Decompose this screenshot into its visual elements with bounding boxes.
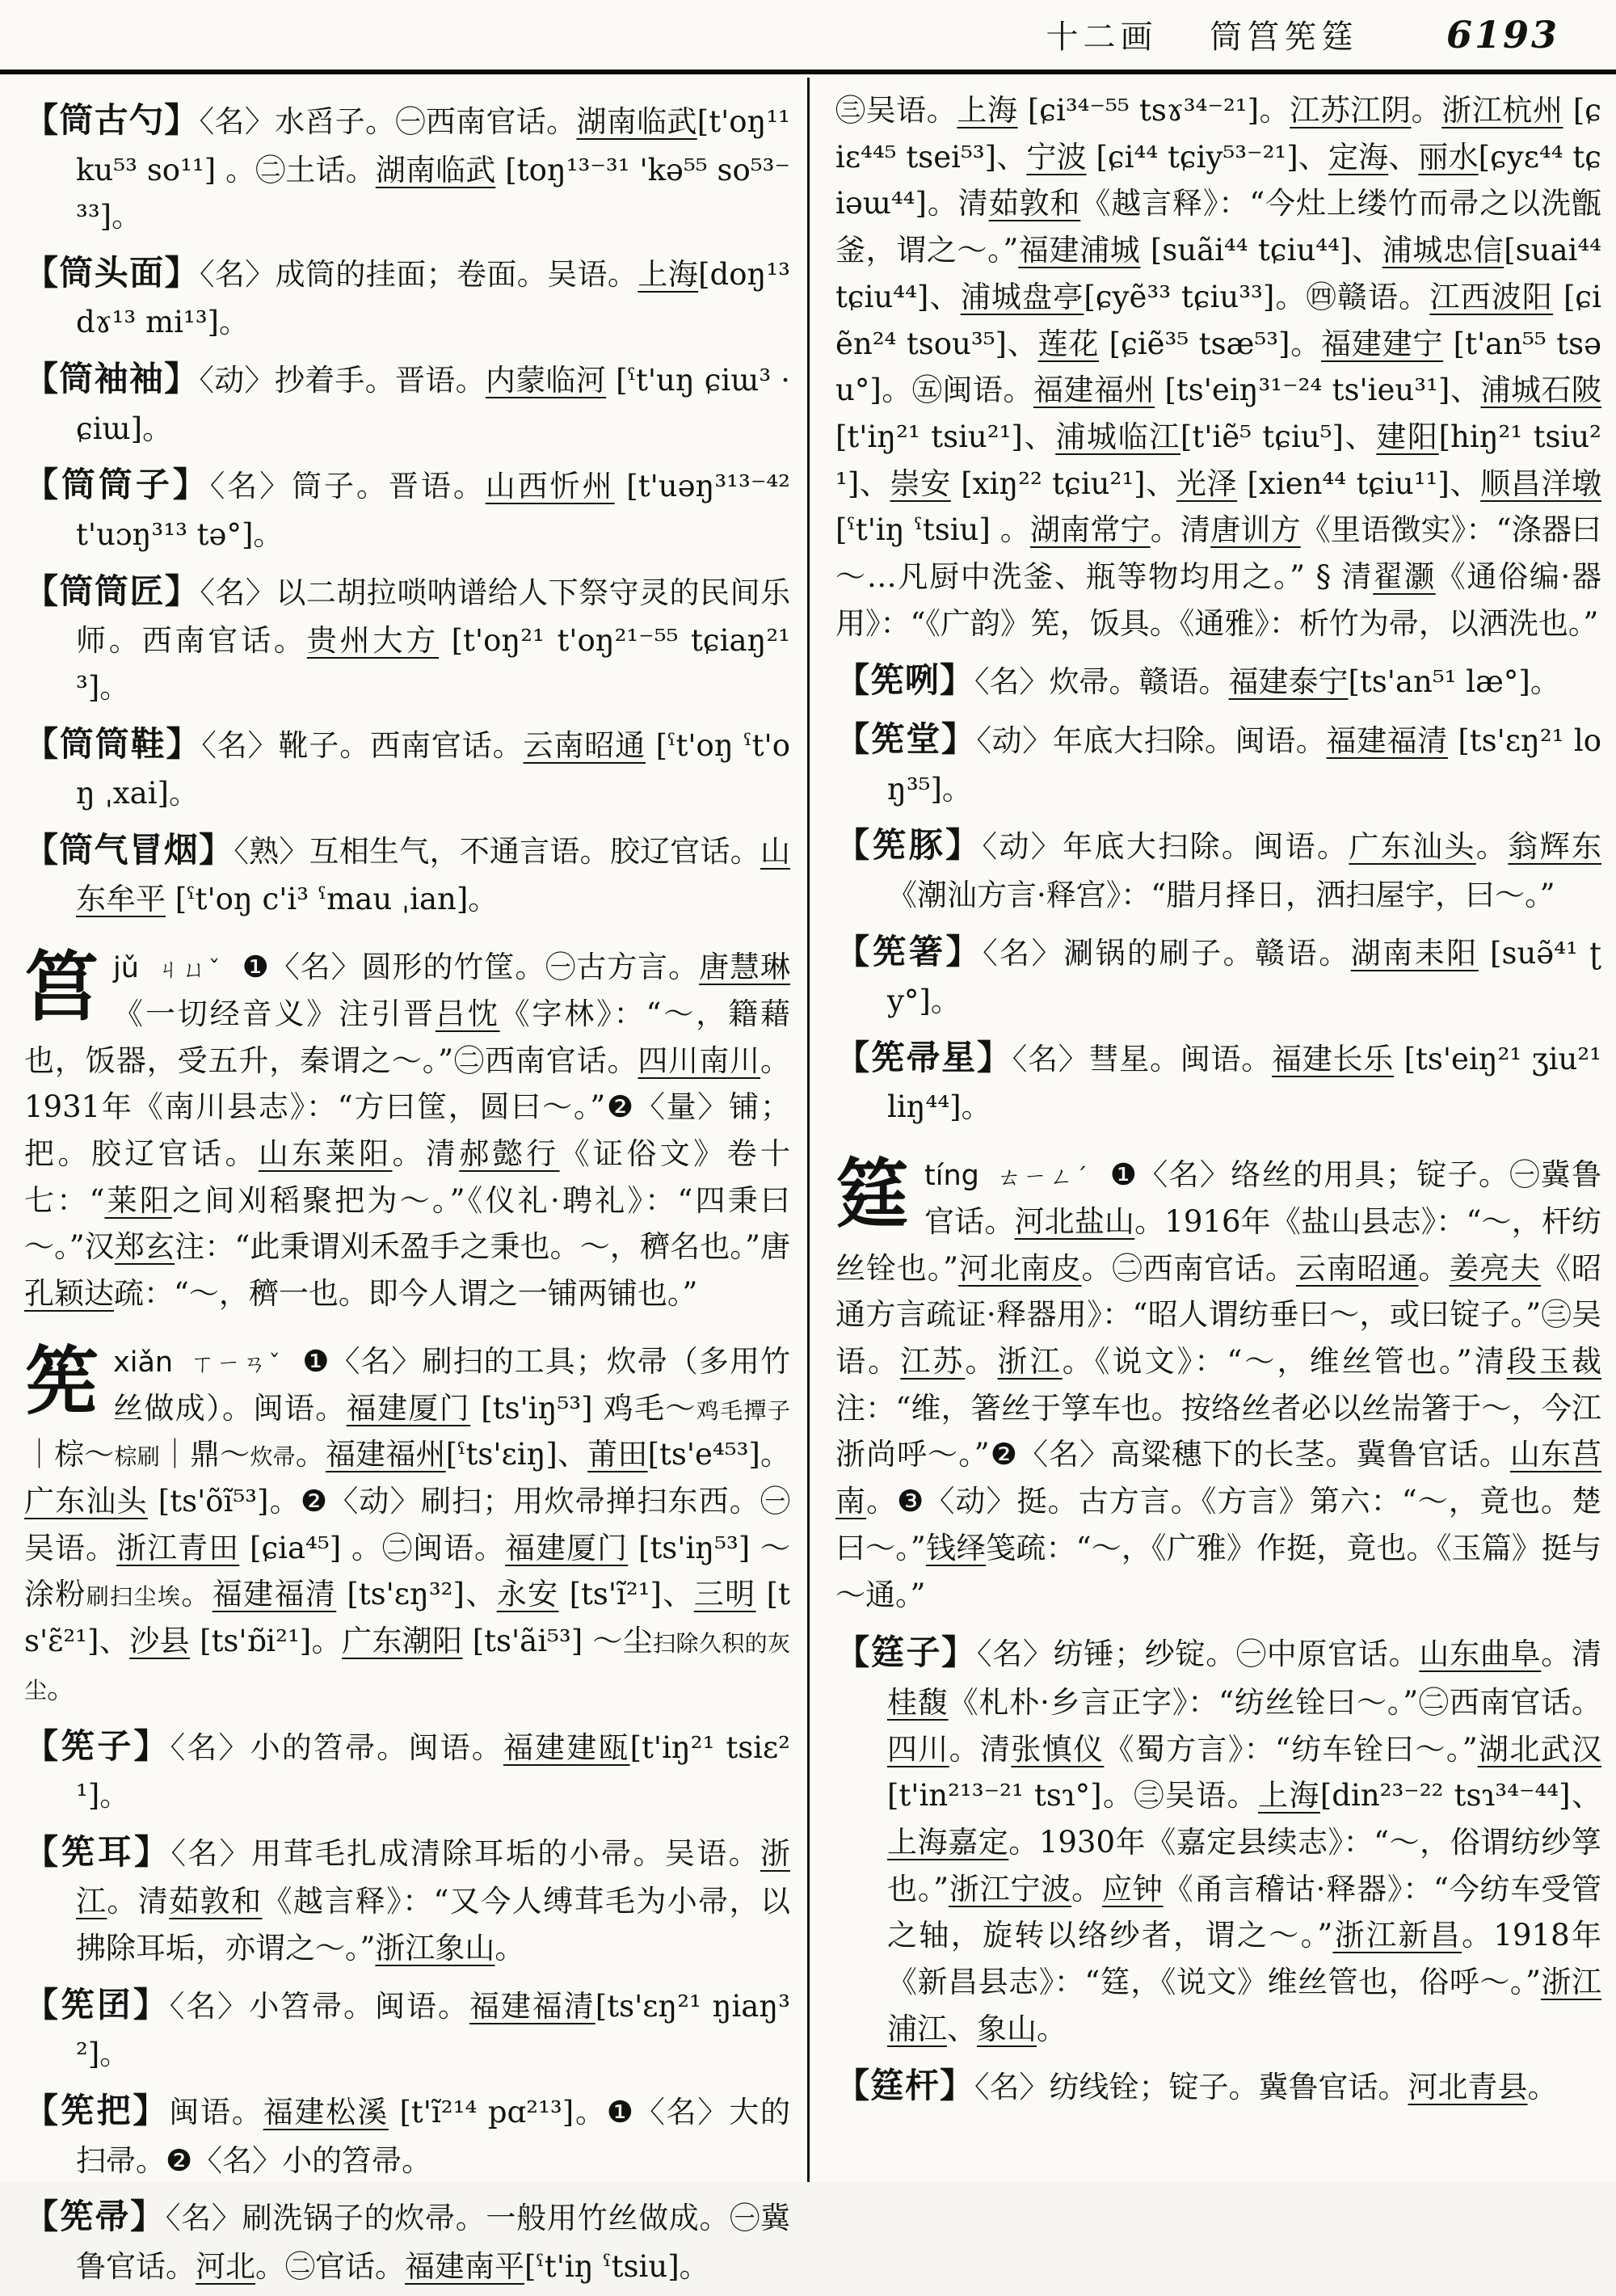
entry-text: [ts'ɛ̃²¹]、 (24, 1577, 790, 1659)
entry-text: [ˤt'iŋ ˤtsiu]。 (524, 2248, 709, 2284)
entry-headword: 【筒筒子】 (24, 465, 210, 505)
entry-text: 〈名〉用茸毛扎成清除耳垢的小帚。吴语。 (170, 1835, 760, 1871)
entry-text: 《潮汕方言·释宫》：“腊月择日，洒扫屋宇，曰～。” (887, 877, 1555, 912)
right-column (835, 87, 1601, 2118)
entry-text: [ts'ɒ̃i²¹]。 (189, 1624, 342, 1659)
proper-noun: 定海 (1328, 139, 1389, 175)
proper-noun: 浙江 (997, 1343, 1063, 1379)
proper-noun: 浙江青田 (116, 1530, 240, 1565)
entry-text: 〈动〉年底大扫除。闽语。 (976, 723, 1327, 759)
entry-text: 《越言释》：“今灶上缕竹而帚之以洗甑釜，谓之～。” (835, 186, 1601, 268)
entry-text: [ɕiɛ⁴⁴⁵ tsei⁵³]、 (835, 93, 1602, 175)
entry-text: [toŋ¹³⁻³¹ 'kə⁵⁵ so⁵³⁻³³]。 (76, 152, 790, 234)
dict-entry (835, 1626, 1601, 2052)
entry-text: [ˤt'iŋ ˤtsiu] 。 (835, 512, 1030, 548)
entry-text: [ts'ɛŋ²¹ loŋ³⁵]。 (887, 723, 1601, 807)
entry-text: 。❸〈动〉挺。古方言。《方言》第六：“～，竟也。楚曰～。” (835, 1484, 1601, 1565)
proper-noun: 广东汕头 (24, 1483, 148, 1519)
proper-noun: 山西忻州 (485, 469, 615, 504)
proper-noun: 山东莱阳 (258, 1135, 393, 1171)
entry-text: [ɕyẽ³³ tɕiu³³]。㊃赣语。 (1084, 279, 1430, 314)
entry-text: 。清 (1541, 1637, 1602, 1672)
entry-text: 注：“维，箸丝于筟车也。按络丝者必以丝耑箸于～，今江浙尚呼～。”❷〈名〉高粱穗下的长茎。冀鲁官话。 (835, 1390, 1601, 1472)
proper-noun: 莱阳 (104, 1182, 173, 1218)
entry-text: 。1918年《新昌县志》：“筳，《说文》维丝管也，俗呼～。” (887, 1918, 1601, 2000)
entry-text: ㊂吴语。 (835, 93, 957, 128)
proper-noun: 唐训方 (1210, 512, 1301, 548)
entry-text: 。 (295, 1437, 326, 1472)
entry-text: 。 (1418, 1250, 1450, 1286)
entry-headword: 【筅子】 (24, 1725, 170, 1766)
proper-noun: 象山 (977, 2011, 1037, 2046)
entry-text: ｜鼎～ (159, 1437, 250, 1472)
head-character: 筳 (835, 1151, 911, 1239)
entry-headword: 【筒袖袖】 (24, 359, 200, 399)
entry-text: 《证俗文》卷十七：“ (24, 1135, 791, 1218)
entry-text: [ˤt'uŋ ɕiɯ³ ·ɕiɯ]。 (76, 363, 790, 446)
stroke-count-section: 十二画 (1046, 19, 1158, 56)
entry-headword: 【筒筒鞋】 (24, 723, 202, 764)
entry-text: [ɕyɛ⁴⁴ tɕiəɯ⁴⁴]。清 (835, 139, 1602, 221)
header-rule (0, 70, 1616, 74)
proper-noun: 段玉裁 (1506, 1343, 1602, 1379)
entry-text: [suai⁴⁴ tɕiu⁴⁴]、 (835, 233, 1602, 314)
dict-entry (24, 2190, 790, 2290)
entry-text: ❶〈名〉刷扫的工具；炊帚（多用竹丝做成）。闽语。 (113, 1343, 791, 1426)
usage-gloss: 刷扫尘埃 (86, 1583, 182, 1611)
entry-text: 闽语。 (169, 2095, 263, 2130)
entry-text: [suãi⁴⁴ tɕiu⁴⁴]、 (1140, 233, 1382, 268)
page-number: 6193 (1446, 13, 1559, 57)
proper-noun: 浦城石陂 (1480, 373, 1602, 408)
dict-entry (24, 824, 790, 923)
entry-text: 〈熟〉互相生气，不通言语。胶辽官话。 (234, 833, 760, 869)
entry-text: 。 (47, 1670, 78, 1705)
dict-entry (24, 94, 790, 240)
entry-headword: 【筅帚】 (24, 2197, 166, 2237)
dict-entry (835, 925, 1601, 1025)
entry-text: 。 (1527, 2069, 1558, 2104)
left-column (24, 87, 790, 2296)
entry-text: 〈名〉筒子。晋语。 (209, 469, 486, 504)
usage-gloss: 炊帚 (250, 1443, 296, 1471)
entry-text: 〈动〉抄着手。晋语。 (199, 363, 486, 398)
proper-noun: 浦城临江 (1055, 419, 1180, 455)
dict-entry (24, 1978, 790, 2078)
pinyin: xiǎn (113, 1346, 183, 1379)
entry-headword: 【筳杆】 (835, 2065, 975, 2105)
dict-entry (24, 458, 790, 558)
entry-text: 。清 (1150, 512, 1211, 548)
proper-noun: 福建福清 (212, 1577, 337, 1612)
entry-text: 、 (1388, 139, 1419, 175)
proper-noun: 光泽 (1176, 466, 1238, 501)
entry-text: 〈名〉靴子。西南官话。 (201, 727, 524, 763)
entry-text: [ɕi⁴⁴ tɕiy⁵³⁻²¹]、 (1086, 139, 1328, 175)
entry-text: 〈名〉刷洗锅子的炊帚。一般用竹丝做成。㊀冀鲁官话。 (76, 2201, 790, 2284)
dict-entry (24, 1826, 790, 1972)
entry-headword: 【筒头面】 (24, 252, 200, 293)
proper-noun: 福建建瓯 (503, 1729, 630, 1765)
proper-noun: 四川 (887, 1731, 949, 1767)
proper-noun: 福建浦城 (1018, 233, 1141, 268)
entry-text: 。1931年《南川县志》：“方曰筐，圆曰～。”❷〈量〉铺；把。胶辽官话。 (24, 1043, 791, 1171)
page-header (0, 11, 1559, 57)
proper-noun: 广东汕头 (1349, 829, 1476, 865)
entry-text: 《昭通方言疏证·释器用》：“昭人谓纺垂曰～，或曰锭子。”㊂吴语。 (835, 1250, 1602, 1379)
proper-noun: 福建福州 (326, 1437, 446, 1472)
proper-noun: 崇安 (890, 466, 951, 501)
entry-text: [ts'õĩ⁵³]。❷〈动〉刷扫；用炊帚掸扫东西。㊀吴语。 (24, 1483, 791, 1565)
proper-noun: 孔颖达 (24, 1276, 114, 1312)
proper-noun: 三明 (693, 1577, 756, 1612)
head-character: 筅 (24, 1337, 99, 1425)
entry-text: [t'uəŋ³¹³⁻⁴² t'uɔŋ³¹³ tə°]。 (76, 469, 791, 552)
proper-noun: 河北盐山 (1014, 1203, 1135, 1239)
proper-noun: 河北 (196, 2248, 255, 2284)
entry-text: 。 (494, 1931, 525, 1966)
pinyin: jǔ (113, 952, 149, 985)
proper-noun: 江苏 (900, 1343, 966, 1379)
entry-text: [t'an⁵⁵ tsəu°]。㊄闽语。 (835, 326, 1601, 408)
dict-entry (24, 565, 790, 711)
proper-noun: 浙江新昌 (1332, 1918, 1462, 1953)
entry-text: [ˤt'oŋ ˤt'oŋ ˌxai]。 (76, 727, 790, 811)
proper-noun: 翟灏 (1373, 559, 1436, 595)
pinyin: tíng (924, 1160, 990, 1193)
entry-text: [ɕiẽ³⁵ tsæ⁵³]。 (1099, 326, 1322, 361)
proper-noun: 浙江象山 (375, 1931, 495, 1966)
entry-text: ｜棕～ (24, 1437, 115, 1472)
entry-text: 之间刈稻聚把为～。”《仪礼·聘礼》：“四秉曰～。”汉 (24, 1182, 791, 1265)
proper-noun: 湖北武汉 (1477, 1731, 1602, 1767)
entry-headword: 【筒筒匠】 (24, 571, 200, 611)
proper-noun: 郝懿行 (459, 1135, 560, 1171)
proper-noun: 福建福州 (1033, 373, 1155, 408)
proper-noun: 江西波阳 (1429, 279, 1554, 314)
dict-entry (24, 718, 790, 817)
entry-headword: 【筒古勺】 (24, 100, 200, 140)
zhuyin: ㄒㄧㄢˇ (191, 1349, 293, 1377)
dict-entry (835, 1031, 1601, 1131)
entry-text: 〈名〉水舀子。㊀西南官话。 (199, 104, 577, 139)
dict-entry (835, 2059, 1601, 2113)
proper-noun: 唐慧琳 (699, 950, 791, 985)
entry-text: 〈名〉成筒的挂面；卷面。吴语。 (199, 256, 638, 292)
proper-noun: 上海 (638, 256, 699, 292)
entry-headword: 【筳子】 (835, 1632, 977, 1673)
zhuyin: ㄐㄩˇ (157, 955, 233, 984)
entry-text: 〈名〉纺线铨；锭子。冀鲁官话。 (974, 2069, 1408, 2104)
entry-text: [suə̃⁴¹ ʈy°]。 (887, 935, 1602, 1019)
entry-headword: 【筅把】 (24, 2091, 170, 2130)
entry-text: 注：“此秉谓刈禾盈手之秉也。～，穧名也。”唐 (175, 1229, 791, 1265)
entry-text: [t'iŋ²¹ tsiu²¹]、 (835, 419, 1056, 455)
entry-headword: 【筅咧】 (835, 659, 975, 700)
proper-noun: 山东曲阜 (1419, 1637, 1542, 1672)
entry-text: [ts'ãi⁵³] ～尘 (462, 1624, 654, 1659)
section-head-characters: 筒筥筅筳 (1210, 19, 1359, 56)
proper-noun: 吕忱 (435, 996, 500, 1031)
continuation-paragraph (835, 87, 1601, 647)
proper-noun: 浦城盘亭 (960, 279, 1084, 314)
entry-text: 〈名〉以二胡拉唢呐谱给人下祭守灵的民间乐师。西南官话。 (76, 575, 790, 659)
entry-text: 。《说文》：“～，维丝管也。”清 (1062, 1343, 1507, 1379)
proper-noun: 四川南川 (638, 1043, 761, 1078)
proper-noun: 福建厦门 (505, 1530, 629, 1565)
dict-entry (24, 246, 790, 346)
entry-text: [ts'ĩ²¹]、 (558, 1577, 694, 1612)
proper-noun: 浙江宁波 (949, 1871, 1072, 1906)
entry-text: 《蜀方言》：“纺车铨曰～。” (1104, 1731, 1478, 1767)
entry-text: [ts'e⁴⁵³]。 (647, 1437, 791, 1472)
proper-noun: 湖南耒阳 (1350, 935, 1479, 971)
proper-noun: 河北南皮 (958, 1250, 1082, 1286)
proper-noun: 郑玄 (114, 1229, 175, 1265)
entry-text: 〈名〉小的笤帚。闽语。 (170, 1729, 503, 1765)
entry-text: [t'oŋ²¹ t'oŋ²¹⁻⁵⁵ tɕiaŋ²¹³]。 (76, 623, 791, 705)
entry-text: 《里语徴实》：“涤器曰～…凡厨中洗釜、瓶等物均用之。” § 清 (835, 512, 1602, 595)
entry-headword: 【筒气冒烟】 (24, 829, 234, 870)
entry-text: 。 (1037, 2011, 1067, 2046)
proper-noun: 建阳 (1376, 419, 1439, 455)
entry-text: [doŋ¹³ dɤ¹³ mi¹³]。 (76, 256, 790, 340)
entry-text: 《一切经音义》注引晋 (113, 996, 436, 1031)
entry-text: ❶〈名〉圆形的竹筐。㊀古方言。 (242, 950, 700, 985)
proper-noun: 内蒙临河 (485, 363, 607, 398)
entry-text: [ts'an⁵¹ læ°]。 (1348, 664, 1560, 699)
usage-gloss: 棕刷 (114, 1443, 160, 1471)
proper-noun: 湖南常宁 (1029, 512, 1151, 548)
proper-noun: 上海嘉定 (887, 1824, 1009, 1860)
entry-text: 〈名〉彗星。闽语。 (1012, 1041, 1273, 1076)
proper-noun: 江苏江阴 (1290, 93, 1412, 128)
entry-text: [ts'eiŋ³¹⁻²⁴ ts'ieu³¹]、 (1155, 373, 1481, 408)
proper-noun: 福建厦门 (346, 1390, 471, 1426)
head-character-entry (835, 1152, 1601, 1618)
proper-noun: 莲花 (1037, 326, 1100, 361)
entry-text: [t'iŋ²¹ tsiɛ²¹]。 (76, 1729, 791, 1814)
entry-text: 。 (1411, 93, 1442, 128)
proper-noun: 河北青县 (1408, 2069, 1528, 2104)
proper-noun: 湖南临武 (375, 152, 496, 187)
entry-text: [t'iẽ⁵ tɕiu⁵]、 (1180, 419, 1377, 455)
dict-entry (24, 352, 790, 452)
usage-gloss: 扫除久积的灰尘 (24, 1630, 791, 1704)
entry-text: [ɕi³⁴⁻⁵⁵ tsɤ³⁴⁻²¹]。 (1017, 93, 1290, 128)
proper-noun: 福建建宁 (1321, 326, 1444, 361)
dict-entry (24, 1720, 790, 1819)
entry-text: [t'ĩ²¹⁴ pɑ²¹³]。❶〈名〉大的扫帚。❷〈名〉小的笤帚。 (76, 2095, 791, 2178)
head-character-entry (24, 1338, 790, 1712)
entry-text: [din²³⁻²² tsɿ³⁴⁻⁴⁴]、 (1319, 1778, 1601, 1814)
dict-entry (835, 819, 1601, 918)
entry-text: 〈名〉纺锤；纱锭。㊀中原官话。 (976, 1637, 1420, 1672)
entry-text: 。1916年《盐山县志》：“～，杆纺丝铨也。” (835, 1203, 1602, 1286)
entry-text: 。 (181, 1577, 213, 1612)
proper-noun: 桂馥 (887, 1684, 949, 1720)
column-divider (807, 78, 810, 2182)
proper-noun: 丽水 (1418, 139, 1479, 175)
entry-text: 〈名〉小笤帚。闽语。 (169, 1988, 469, 2024)
proper-noun: 浦城忠信 (1382, 233, 1504, 268)
entry-text: [xiŋ²² tɕiu²¹]、 (950, 466, 1176, 501)
proper-noun: 广东潮阳 (342, 1624, 463, 1659)
entry-headword: 【筅豚】 (835, 825, 983, 866)
proper-noun: 莆田 (587, 1437, 648, 1472)
proper-noun: 上海 (1258, 1778, 1320, 1814)
proper-noun: 湖南临武 (576, 104, 697, 139)
proper-noun: 应钟 (1101, 1871, 1164, 1906)
entry-text: 《字林》：“～，籍藉也，饭器，受五升，秦谓之～。”㊁西南官话。 (24, 996, 791, 1078)
entry-text: [t'oŋ¹¹ ku⁵³ so¹¹] 。㊁土话。 (76, 104, 791, 187)
entry-text: 笺疏：“～，《广雅》作挺，竟也。《玉篇》挺与～通。” (835, 1530, 1601, 1612)
proper-noun: 福建松溪 (263, 2095, 389, 2130)
entry-text: 。 (1071, 1871, 1102, 1906)
proper-noun: 上海 (957, 93, 1018, 128)
entry-text: [ɕiẽn²⁴ tsou³⁵]、 (835, 279, 1601, 361)
proper-noun: 云南昭通 (523, 727, 646, 763)
entry-text: 疏：“～，穧一也。即今人谓之一铺两铺也。” (114, 1276, 698, 1312)
entry-text: 《甬言稽诂·释器》：“今纺车受管之轴，旋转以络纱者，谓之～。” (887, 1871, 1602, 1953)
proper-noun: 翁辉东 (1508, 829, 1602, 865)
entry-text: 〈动〉年底大扫除。闽语。 (982, 829, 1349, 865)
proper-noun: 福建长乐 (1272, 1041, 1395, 1076)
proper-noun: 宁波 (1026, 139, 1087, 175)
zhuyin: ㄊㄧㄥˊ (997, 1163, 1100, 1191)
proper-noun: 沙县 (129, 1624, 190, 1659)
entry-text: 。1930年《嘉定县续志》：“～，俗谓纺纱筟也。” (887, 1824, 1602, 1906)
entry-text: [ts'ɛŋ³²]、 (336, 1577, 497, 1612)
entry-text: [t'in²¹³⁻²¹ tsɿ°]。㊂吴语。 (887, 1778, 1259, 1814)
entry-text: [ɕia⁴⁵] 。㊁闽语。 (239, 1530, 506, 1565)
entry-text: 〈名〉涮锅的刷子。赣语。 (983, 935, 1351, 971)
entry-text: 〈名〉炊帚。赣语。 (974, 664, 1229, 699)
entry-headword: 【筅堂】 (835, 719, 977, 760)
proper-noun: 云南昭通 (1295, 1250, 1419, 1286)
proper-noun: 山东莒南 (835, 1437, 1602, 1519)
proper-noun: 福建福清 (1326, 723, 1448, 759)
proper-noun: 浙江浦江 (887, 1965, 1601, 2046)
entry-text: [xien⁴⁴ tɕiu¹¹]、 (1237, 466, 1481, 501)
entry-headword: 【筅帚星】 (835, 1037, 1012, 1077)
usage-gloss: 鸡毛撢子 (696, 1397, 791, 1424)
proper-noun: 福建南平 (405, 2248, 524, 2284)
entry-text: [ˤt'oŋ c'i³ ˤmau ˌian]。 (166, 882, 499, 917)
entry-text: 《越言释》：“又今人缚茸毛为小帚，以拂除耳垢，亦谓之～。” (76, 1884, 791, 1966)
entry-headword: 【筅囝】 (24, 1984, 170, 2024)
entry-text: 《札朴·乡言正字》：“纺丝铨曰～。”㊁西南官话。 (948, 1684, 1602, 1720)
entry-text: ❶〈名〉络丝的用具；锭子。㊀冀鲁官话。 (924, 1157, 1601, 1239)
entry-text: 。㊁官话。 (255, 2248, 405, 2284)
proper-noun: 茹敦和 (988, 186, 1081, 221)
proper-noun: 姜亮夫 (1449, 1250, 1542, 1286)
entry-text: [ts'ɛŋ²¹ ŋiaŋ³²]。 (76, 1988, 791, 2072)
entry-text: 。清 (107, 1884, 170, 1919)
entry-headword: 【筅耳】 (24, 1831, 171, 1872)
proper-noun: 永安 (496, 1577, 559, 1612)
entry-text: [ts'eiŋ²¹ ʒiu²¹ liŋ⁴⁴]。 (887, 1041, 1601, 1125)
proper-noun: 张慎仪 (1011, 1731, 1105, 1767)
entry-text: 。清 (949, 1731, 1012, 1767)
entry-text: 。㊁西南官话。 (1081, 1250, 1296, 1286)
entry-text: 。清 (392, 1135, 460, 1171)
dict-entry (835, 654, 1601, 707)
entry-text: [ts'iŋ⁵³] 鸡毛～ (470, 1390, 696, 1426)
proper-noun: 顺昌洋墩 (1480, 466, 1602, 501)
entry-text: [ˤts'ɛiŋ]、 (445, 1437, 588, 1472)
entry-text: 。 (965, 1343, 998, 1379)
proper-noun: 贵州大方 (306, 623, 440, 659)
proper-noun: 茹敦和 (169, 1884, 263, 1919)
proper-noun: 福建福清 (469, 1988, 595, 2024)
entry-headword: 【筅箸】 (835, 931, 983, 971)
entry-text: 、 (947, 2011, 977, 2046)
proper-noun: 福建泰宁 (1228, 664, 1349, 699)
proper-noun: 浙江 (76, 1835, 790, 1919)
proper-noun: 山东牟平 (76, 833, 790, 917)
entry-text: 。 (1475, 829, 1509, 865)
entry-text: [ts'iŋ⁵³] ～涂粉 (24, 1530, 791, 1612)
entry-text: 《通俗编·器用》：“《广韵》筅，饭具。《通雅》：析竹为帚，以洒洗也。” (835, 559, 1602, 641)
dict-entry (24, 2084, 790, 2184)
proper-noun: 浙江杭州 (1441, 93, 1563, 128)
head-character: 筥 (24, 943, 99, 1031)
proper-noun: 钱绎 (925, 1530, 987, 1565)
entry-text: [hiŋ²¹ tsiu²¹]、 (835, 419, 1602, 501)
head-character-entry (24, 944, 790, 1317)
dict-entry (835, 713, 1601, 812)
